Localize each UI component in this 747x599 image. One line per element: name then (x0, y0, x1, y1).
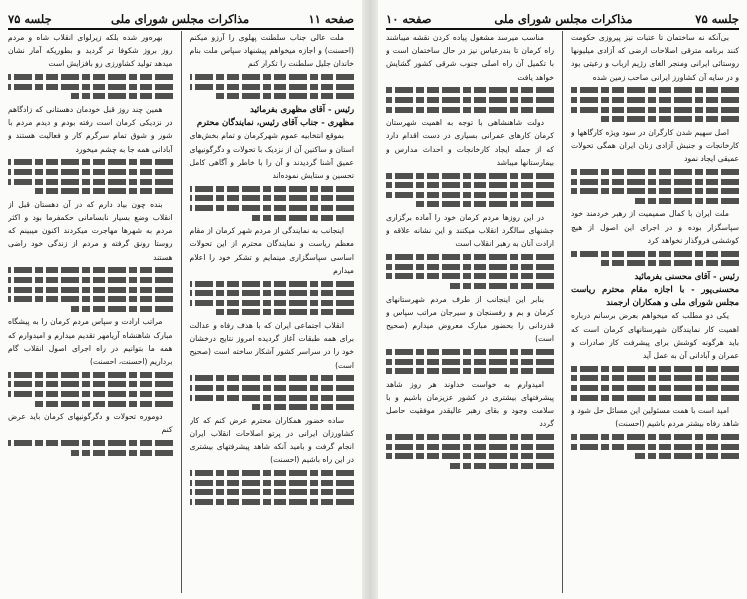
paragraph: اینجانب به نمایندگی از مردم شهر کرمان از مقام معظم ریاست و نمایندگان محترم از این تحولات اساسی سپاسگزاری مینمایم و تشکر خود را اعلام میدارم (189, 226, 354, 275)
column-left (386, 31, 554, 593)
paragraph: اصل سهیم شدن کارگران در سود ویژه کارگاهها و کارخانجات و جنبش آزادی زنان ایران همگی تحولات عمیقی ایجاد نمود (571, 127, 739, 164)
paragraph: یکی دو مطلب که میخواهم بعرض برسانم درباره اهمیت کار نمایندگان شهرستانهای کرمان است که باید هرگونه کوشش برای پیشرفت کار صادرات و عمران و آبادانی آن به عمل آید (571, 311, 739, 360)
publication-title: مذاکرات مجلس شورای ملی (111, 12, 250, 26)
paragraph: دولت شاهنشاهی با توجه به اهمیت شهرستان کرمان کارهای عمرانی بسیاری در دست اقدام دارد که از جمله ایجاد کارخانجات و احداث مدارس و بیمارستانها میباشد (386, 118, 554, 167)
paragraph: بی‌آنکه نه ساختمان تا عتبات نیز پیروزی حکومت کنند برنامه مترقی اصلاحات ارضی که آزادی میلیونها روستائی ایرانی ومنجر الغای رژیم ارباب و رعیتی بود و در سایه آن کشاورز ایرانی صاحب زمین شده (571, 33, 739, 82)
paragraph: ساده خضور همکاران محترم عرض کنم که کار کشاورزان ایرانی در پرتو اصلاحات انقلاب ایران انجام گرفت و بامید آنکه شاهد پیشرفتهای بیشتری در این راه باشیم (احسنت) (189, 415, 354, 465)
speaker-name: مظهری - جناب آقای رئیس، نمایندگان محترم (196, 117, 354, 128)
paragraph: بنابر این اینجانب از طرف مردم شهرستانهای کرمان و بم و رفسنجان و سیرجان مراتب سپاس و قدردانی را بحضور مبارک معروض میدارم (صحیح است) (386, 294, 554, 344)
paragraph: بموقع انتخابیه عموم شهرکرمان و تمام بخش‌های استان و ساکنین آن از نزدیک با تحولات و دگرگونیهای عمیق آشنا گردیدند و آن را با خاطر و آگاهی کامل تحسین و ستایش نموده‌اند (189, 131, 354, 180)
paragraph: امیدوارم به خواست خداوند هر روز شاهد پیشرفتهای بیشتری در کشور عزیزمان باشیم و با سلامت وجود و بقای رهبر عالیقدر موفقیت حاصل گردد (386, 379, 554, 429)
paragraph: امید است با همت مسئولین این مسائل حل شود و شاهد رفاه بیشتر مردم باشیم (احسنت) (571, 406, 739, 429)
paragraph: مناسب میرسد مشغول پیاده کردن نقشه میباشند راه کرمان تا بندرعباس نیز در حال ساختمان است و با تکمیل آن راه اصلی جنوب شرقی کشور گشایش خواهد یافت (386, 33, 554, 82)
text-columns (386, 31, 739, 593)
page-11 (0, 0, 362, 599)
paragraph: مراتب ارادت و سپاس مردم کرمان را به پیشگاه مبارک شاهنشاه آریامهر تقدیم میدارم و امیدوارم که همه ما بتوانیم در راه اجرای اصول انقلاب گام برداریم (احسنت، احسنت) (8, 317, 173, 366)
paragraph: همین چند روز قبل خودمان دهستانی که زادگاهم در نزدیکی کرمان است رفته بودم و دیدم مردم با شور و شوق تمام سرگرم کار و فعالیت هستند و آبادانی همه جا به چشم میخورد (8, 104, 173, 154)
paragraph: ملت عالی جناب سلطنت پهلوی را آرزو میکنم (احسنت) و اجازه میخواهم پیشنهاد سپاس ملت بنام خاندان جلیل سلطنت را تکرار کنم (189, 33, 354, 69)
publication-title: مذاکرات مجلس شورای ملی (494, 12, 633, 26)
session-number: جلسه ۷۵ (8, 12, 52, 26)
paragraph: انقلاب اجتماعی ایران که با هدف رفاه و عدالت برای همه طبقات آغاز گردیده امروز نتایج درخشان خود را در سراسر کشور آشکار ساخته است (صحیح است) (189, 320, 354, 370)
column-right (190, 31, 355, 593)
page-number: صفحه ۱۱ (308, 12, 354, 26)
book-gutter (362, 0, 378, 599)
paragraph: دوموره تحولات و دگرگونیهای کرمان باید عرض کنم (8, 412, 173, 435)
paragraph: در این روزها مردم کرمان خود را آماده برگزاری جشنهای سالگرد انقلاب میکنند و این نشانه علاقه و ارادت آنان به رهبر انقلاب است (386, 212, 554, 249)
paragraph: بهره‌ور شده بلکه زیرلوای انقلاب شاه و مردم روز بروز شکوفا تر گردید و بطوریکه آمار نشان میدهد تولید کشاورزی رو بافزایش است (8, 33, 173, 69)
paragraph: بنده چون بیاد دارم که در آن دهستان قبل از انقلاب وضع بسیار نابسامانی حکمفرما بود و اکثر مردم به شهرها مهاجرت میکردند اکنون میبینم که روستا رونق گرفته و مردم از زندگی خود راضی هستند (8, 199, 173, 262)
speaker-line: رئیس - آقای محسنی بفرمائید (634, 270, 739, 281)
column-right (571, 31, 739, 593)
paragraph: ملت ایران با کمال صمیمیت از رهبر خردمند خود سپاسگزار بوده و در اجرای این اصول از هیچ کوششی فروگذار نخواهد کرد (571, 209, 739, 245)
page-number: صفحه ۱۰ (386, 12, 432, 26)
page-10 (378, 0, 747, 599)
text-columns (8, 31, 354, 593)
session-number: جلسه ۷۵ (695, 12, 739, 26)
page-header (8, 6, 354, 30)
speaker-name: محسنی‌پور - با اجازه مقام محترم ریاست مجلس شورای ملی و همکاران ارجمند (571, 283, 739, 308)
page-header (386, 6, 739, 30)
speaker-line: رئیس - آقای مظهری بفرمائید (249, 103, 354, 114)
column-left (8, 31, 173, 593)
